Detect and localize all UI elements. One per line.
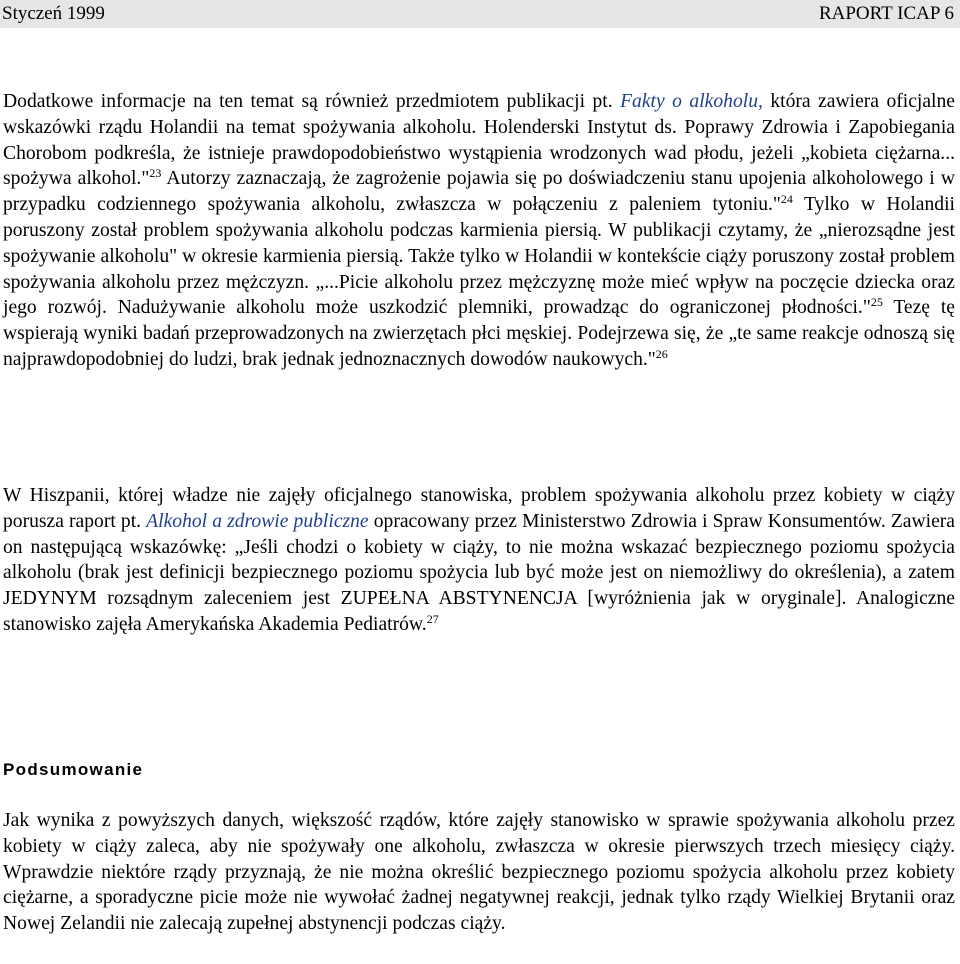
footnote-ref-25[interactable]: 25 [870,295,883,310]
header-report-title: RAPORT ICAP 6 [818,3,954,24]
footnote-ref-26[interactable]: 26 [655,346,668,361]
p1-text-4: Tylko w Holandii poruszony został problem spożywania alkoholu podczas karmienia piersią. W publikacji czytamy, że „nierozsądne jest spożywanie alkoholu" w okresie karmienia piersią. Także tylko w Holandii w kontekście ciąży poruszony został problem spożywania alkoholu przez mężczyzn. „...Picie alkoholu przez mężczyznę może mieć wpływ na poczęcie dziecka oraz jego rozwój. Nadużywanie alkoholu może uszkodzić plemniki, prowadząc do ograniczonej płodności." [3,194,955,319]
header-date: Styczeń 1999 [2,3,105,24]
footnote-ref-27[interactable]: 27 [426,611,439,626]
p1-text-5: Tezę tę wspierają wyniki badań przeprowadzonych na zwierzętach płci męskiej. Podejrzewa się, że „te same reakcje odnoszą się najprawdopodobniej do ludzi, brak jednak jednoznacznych dowodów naukowych." [3,297,955,370]
p1-publication-title: Fakty o alkoholu, [620,91,763,112]
paragraph-spain [3,483,955,638]
section-heading-summary: Podsumowanie [3,760,144,779]
page-header [0,0,960,28]
paragraph-netherlands [3,89,955,373]
p2-text-2: opracowany przez Ministerstwo Zdrowia i Spraw Konsumentów. Zawiera on następującą wskazówkę: „Jeśli chodzi o kobiety w ciąży, to nie można wskazać bezpiecznego poziomu spożycia alkoholu (brak jest definicji bezpiecznego poziomu spożycia lub być może jest on niemożliwy do określenia), a zatem JEDYNYM rozsądnym zaleceniem jest ZUPEŁNA ABSTYNENCJA [wyróżnienia jak w oryginale]. Analogiczne stanowisko zajęła Amerykańska Akademia Pediatrów. [3,510,955,635]
p1-text-1: Dodatkowe informacje na ten temat są również przedmiotem publikacji pt. [3,91,621,112]
p1-text-3: Autorzy zaznaczają, że zagrożenie pojawia się po doświadczeniu stanu upojenia alkoholowego i w przypadku codziennego spożywania alkoholu, zwłaszcza w połączeniu z paleniem tytoniu." [3,168,955,216]
p2-text-1: W Hiszpanii, której władze nie zajęły oficjalnego stanowiska, problem spożywania alkoholu przez kobiety w ciąży porusza raport pt. [3,485,955,532]
p1-text-2: która zawiera oficjalne wskazówki rządu Holandii na temat spożywania alkoholu. Holenderski Instytut ds. Poprawy Zdrowia i Zapobiegania Chorobom podkreśla, że istnieje prawdopodobieństwo wystąpienia wrodzonych wad płodu, jeżeli „kobieta ciężarna... spożywa alkohol." [3,91,955,190]
paragraph-summary: Jak wynika z powyższych danych, większość rządów, które zajęły stanowisko w sprawie spożywania alkoholu przez kobiety w ciąży zaleca, aby nie spożywały one alkoholu, zwłaszcza w okresie pierwszych trzech miesięcy ciąży. Wprawdzie niektóre rządy przyznają, że nie można określić bezpiecznego poziomu spożycia alkoholu przez kobiety ciężarne, a sporadyczne picie może nie wywołać żadnej negatywnej reakcji, jednak tylko rządy Wielkiej Brytanii oraz Nowej Zelandii nie zalecają zupełnej abstynencji podczas ciąży. [3,810,955,935]
footnote-ref-24[interactable]: 24 [780,192,793,207]
p2-publication-title: Alkohol a zdrowie publiczne [146,510,369,532]
footnote-ref-23[interactable]: 23 [149,166,162,181]
